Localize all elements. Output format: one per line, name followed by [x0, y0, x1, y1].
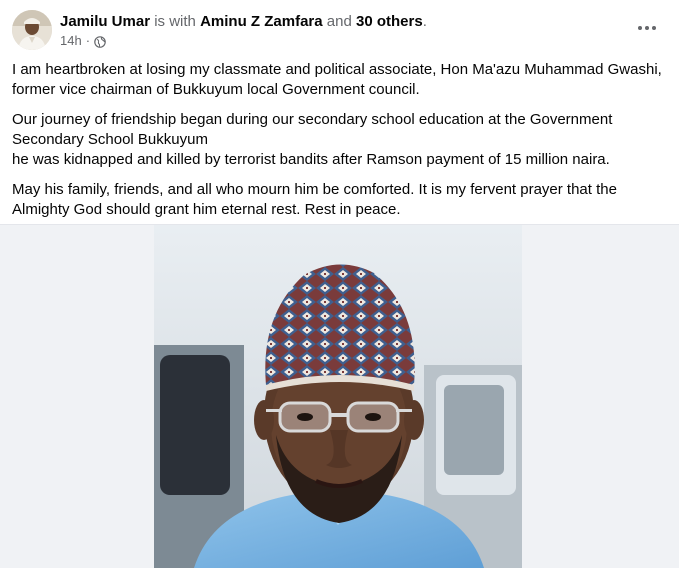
and-text: and — [326, 13, 352, 30]
post-meta — [60, 32, 106, 50]
text-line: Almighty God should grant him eternal rest. Rest in peace. — [12, 201, 401, 218]
text-line: former vice chairman of Bukkuyum local Government council. — [12, 81, 420, 98]
author-name[interactable]: Jamilu Umar — [60, 13, 151, 30]
tagged-others-link[interactable]: 30 others — [355, 13, 423, 30]
post-header — [12, 10, 667, 52]
author-line — [60, 12, 427, 32]
author-avatar[interactable] — [12, 10, 52, 50]
post-media — [0, 224, 679, 568]
text-line: May his family, friends, and all who mourn him be comforted. It is my fervent prayer that the — [12, 181, 617, 198]
with-text: is with — [154, 13, 196, 30]
post-paragraph-1 — [12, 60, 662, 100]
post-photo[interactable] — [154, 225, 522, 568]
meta-separator: · — [85, 33, 91, 48]
text-line: Secondary School Bukkuyum — [12, 131, 208, 148]
text-line: he was kidnapped and killed by terrorist bandits after Ramson payment of 15 million naira. — [12, 151, 610, 168]
portrait-image — [154, 225, 522, 568]
post-body — [12, 60, 662, 230]
globe-icon[interactable] — [94, 35, 106, 47]
post-paragraph-3 — [12, 180, 662, 220]
tagged-user[interactable]: Aminu Z Zamfara — [200, 13, 323, 30]
text-line: Our journey of friendship began during our secondary school education at the Government — [12, 111, 613, 128]
post-timestamp[interactable]: 14h — [60, 33, 82, 48]
avatar-image — [12, 10, 52, 50]
period: . — [422, 13, 427, 30]
post-paragraph-2 — [12, 110, 662, 170]
text-line: I am heartbroken at losing my classmate and political associate, Hon Ma'azu Muhammad Gwashi, — [12, 61, 662, 78]
more-options-button[interactable] — [635, 16, 659, 40]
more-options-icon — [637, 25, 657, 31]
